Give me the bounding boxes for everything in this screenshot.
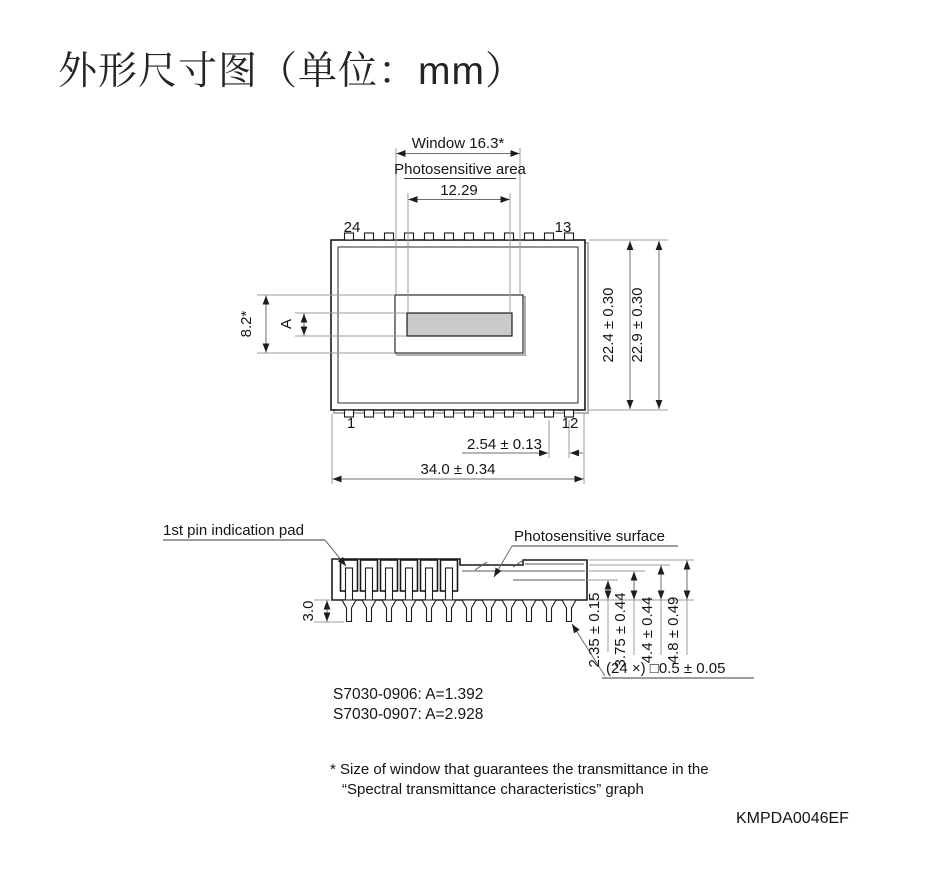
pin-leg — [462, 600, 476, 622]
pin-1-label: 1 — [346, 415, 356, 432]
pin-leg — [562, 600, 576, 622]
photosensitive-surface-label: Photosensitive surface — [514, 528, 665, 545]
document-number: KMPDA0046EF — [736, 810, 849, 827]
pin-stub — [365, 410, 374, 417]
pin-leg — [342, 600, 356, 622]
photosensitive-width-label: 12.29 — [440, 182, 478, 199]
pin-stub — [485, 233, 494, 240]
pin-length-label: 3.0 — [300, 600, 317, 622]
pin-pad-slot — [406, 568, 413, 600]
pin-stub — [445, 410, 454, 417]
variant-0907: S7030-0907: A=2.928 — [333, 706, 484, 723]
height-overall-label: 4.8 ± 0.49 — [665, 596, 682, 664]
pin-leg — [362, 600, 376, 622]
pin-pad-slot — [386, 568, 393, 600]
pin-stub — [445, 233, 454, 240]
pin-12-label: 12 — [561, 415, 579, 432]
pin-note-label: (24 ×) □0.5 ± 0.05 — [606, 660, 726, 677]
pin-pad-slot — [346, 568, 353, 600]
height-to-glass-label: 3.75 ± 0.44 — [612, 592, 629, 668]
pin-leg — [542, 600, 556, 622]
pin-stub — [465, 233, 474, 240]
pin-stub — [525, 233, 534, 240]
pin-leg — [502, 600, 516, 622]
photosensitive-area-rect — [407, 313, 512, 336]
page-title: 外形尺寸图（单位：mm） — [58, 50, 525, 93]
pin-legs — [342, 600, 576, 622]
overall-height-label: 22.9 ± 0.30 — [629, 287, 646, 363]
pin-stub — [545, 410, 554, 417]
footnote-line2: “Spectral transmittance characteristics” graph — [342, 781, 644, 798]
pin-stub — [505, 233, 514, 240]
pin-pad-slot — [366, 568, 373, 600]
aperture-height-label: A — [278, 318, 295, 330]
photosensitive-area-label: Photosensitive area — [394, 161, 526, 178]
pin-pad-slot — [426, 568, 433, 600]
pin-stub — [485, 410, 494, 417]
pin-leg — [442, 600, 456, 622]
pin-stub — [405, 410, 414, 417]
top-pin-row — [345, 233, 574, 240]
window-height-label: 8.2* — [238, 310, 255, 338]
pin-leg — [422, 600, 436, 622]
first-pin-pad-label: 1st pin indication pad — [163, 522, 304, 539]
pin-stub — [365, 233, 374, 240]
pin-stub — [545, 233, 554, 240]
pin-stub — [425, 233, 434, 240]
window-width-label: Window 16.3* — [411, 135, 505, 152]
pin-leg — [382, 600, 396, 622]
pin-stub — [385, 410, 394, 417]
pin-stub — [525, 410, 534, 417]
variant-list — [333, 685, 483, 725]
pin-pad-slot — [446, 568, 453, 600]
pin-13-label: 13 — [554, 219, 572, 236]
height-body-label: 4.4 ± 0.44 — [639, 596, 656, 664]
pin-leg — [402, 600, 416, 622]
pin-24-label: 24 — [343, 219, 361, 236]
side-view — [332, 559, 587, 622]
footnote — [330, 760, 709, 800]
footnote-line1: * Size of window that guarantees the transmittance in the — [330, 761, 709, 778]
body-height-label: 22.4 ± 0.30 — [600, 287, 617, 363]
top-view — [331, 233, 588, 417]
overall-width-label: 34.0 ± 0.34 — [420, 461, 496, 478]
pin-leg — [482, 600, 496, 622]
pin-stub — [385, 233, 394, 240]
pin-stub — [405, 233, 414, 240]
pin-stub — [465, 410, 474, 417]
pin-stub — [425, 410, 434, 417]
variant-0906: S7030-0906: A=1.392 — [333, 686, 484, 703]
pin-pitch-label: 2.54 ± 0.13 — [467, 436, 542, 453]
pin-leg — [522, 600, 536, 622]
height-to-surface-label: 2.35 ± 0.15 — [586, 592, 603, 668]
pin-stub — [505, 410, 514, 417]
